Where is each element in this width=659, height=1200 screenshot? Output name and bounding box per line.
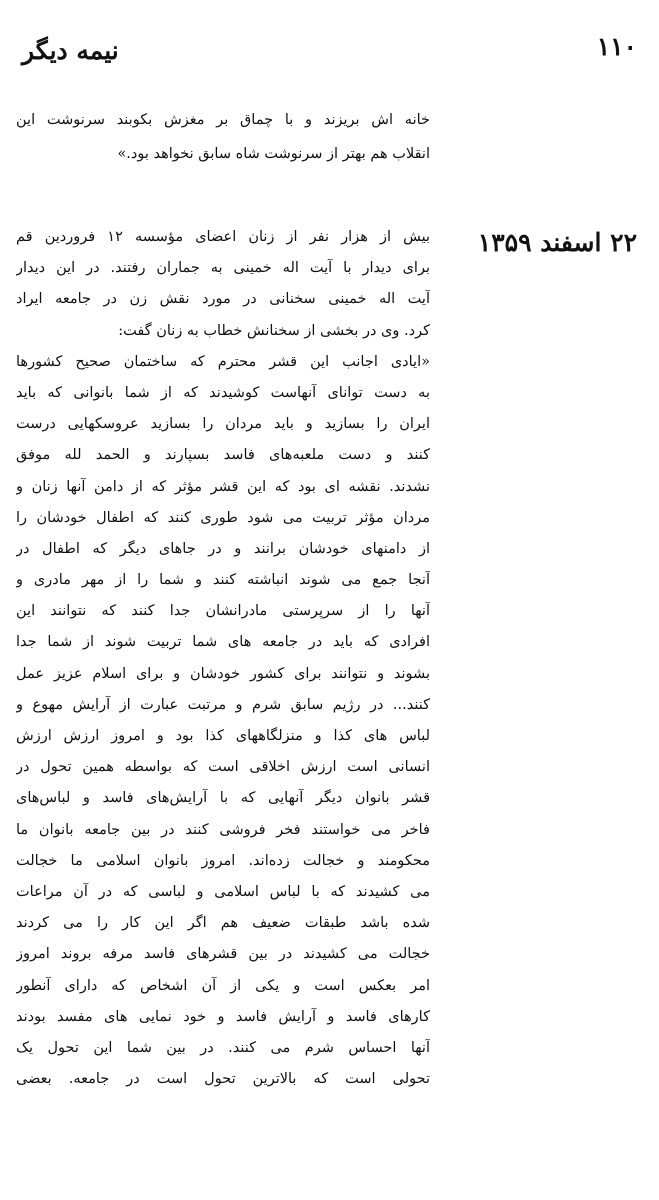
body-line: محکومند و خجالت زده‌اند. امروز بانوان اسلامی ما خجالت <box>16 852 430 869</box>
entry-body <box>16 222 430 1095</box>
quote-line: خانه اش بریزند و با چماق بر مغزش بکوبند سرنوشت این <box>16 112 430 128</box>
running-head-title: نیمه دیگر <box>22 36 119 65</box>
body-line: افرادی که باید در جامعه های شما تربیت شوند از شما جدا <box>16 634 430 651</box>
body-line: خجالت می کشیدند در بین قشرهای فاسد مرفه بروند امروز <box>16 946 430 963</box>
body-line: کنند... در رژیم سابق شرم و مرتبت عبارت از آرایش مهوع و <box>16 696 430 713</box>
body-line: از دامنهای خودشان برانند و در جاهای دیگر که اطفال در <box>16 540 430 557</box>
body-line: کرد. وی در بخشی از سخنانش خطاب به زنان گفت: <box>118 322 430 339</box>
body-line: به دست توانای آنهاست کوشیدند که از شما بانوانی که باید <box>16 384 430 401</box>
body-line: فاخر می خواستند فخر فروشی کنند در بین جامعه بانوان ما <box>16 821 430 838</box>
body-line: لباس های کذا و منزلگاههای کذا بود و امروز ارزش ارزش <box>16 728 430 744</box>
body-line: آنها را از سرپرستی مادرانشان جدا کنند که نتوانند این <box>16 603 430 620</box>
quote-line: انقلاب هم بهتر از سرنوشت شاه سابق نخواهد بود.» <box>117 146 430 162</box>
body-line: بشوند و نتوانند برای کشور خودشان و برای اسلام عزیز عمل <box>16 665 430 682</box>
body-line: قشر بانوان دیگر آنهایی که با آرایش‌های فاسد و لباس‌های <box>16 790 430 807</box>
body-line: امر بعکس است و یکی از آن اشخاص که دارای آنطور <box>16 977 430 994</box>
body-line: شده باشد طبقات ضعیف هم اگر این کار را می کردند <box>16 915 430 932</box>
body-line: مردان مؤثر تربیت می شود طوری کنند که اطفال خودشان را <box>16 509 430 526</box>
body-line: آنجا جمع می شوند انباشته کنند و شما را از مهر مادری و <box>16 572 430 589</box>
body-line: نشدند. نقشه ای بود که این قشر مؤثر که از دامن آنها زنان و <box>16 478 430 495</box>
body-line: آیت اله خمینی سخنانی در مورد نقش زن در جامعه ایراد <box>16 291 430 308</box>
body-line: کنند و دست ملعبه‌های فاسد بسپارند و الحمد لله موفق <box>16 447 430 464</box>
body-line: برای دیدار با آیت اله خمینی به جماران رفتند. در این دیدار <box>16 260 430 277</box>
quote-continuation <box>16 103 430 171</box>
body-line: «ایادی اجانب این قشر محترم که ساختمان صحیح کشورها <box>16 353 430 370</box>
body-line: می کشیدند که با لباس اسلامی و لباسی که در آن مراعات <box>16 883 430 900</box>
body-line: آنها احساس شرم می کنند. در بین شما این تحول یک <box>16 1039 430 1056</box>
body-line: کارهای فاسد و آرایش فاسد و خود نمایی های مفسد بودند <box>16 1008 430 1025</box>
body-line: ایران را بسازید و باید مردان را بسازید عروسکهایی درست <box>16 416 430 433</box>
entry-date: ۲۲ اسفند ۱۳۵۹ <box>477 228 637 257</box>
page-number: ۱۱۰ <box>596 32 637 61</box>
body-line: انسانی است ارزش اخلاقی است که بواسطه همین تحول در <box>16 759 430 776</box>
body-line: تحولی است که بالاترین تحول است در جامعه. بعضی <box>16 1071 430 1088</box>
body-line: بیش از هزار نفر از زنان اعضای مؤسسه ۱۲ فروردین قم <box>16 229 430 245</box>
